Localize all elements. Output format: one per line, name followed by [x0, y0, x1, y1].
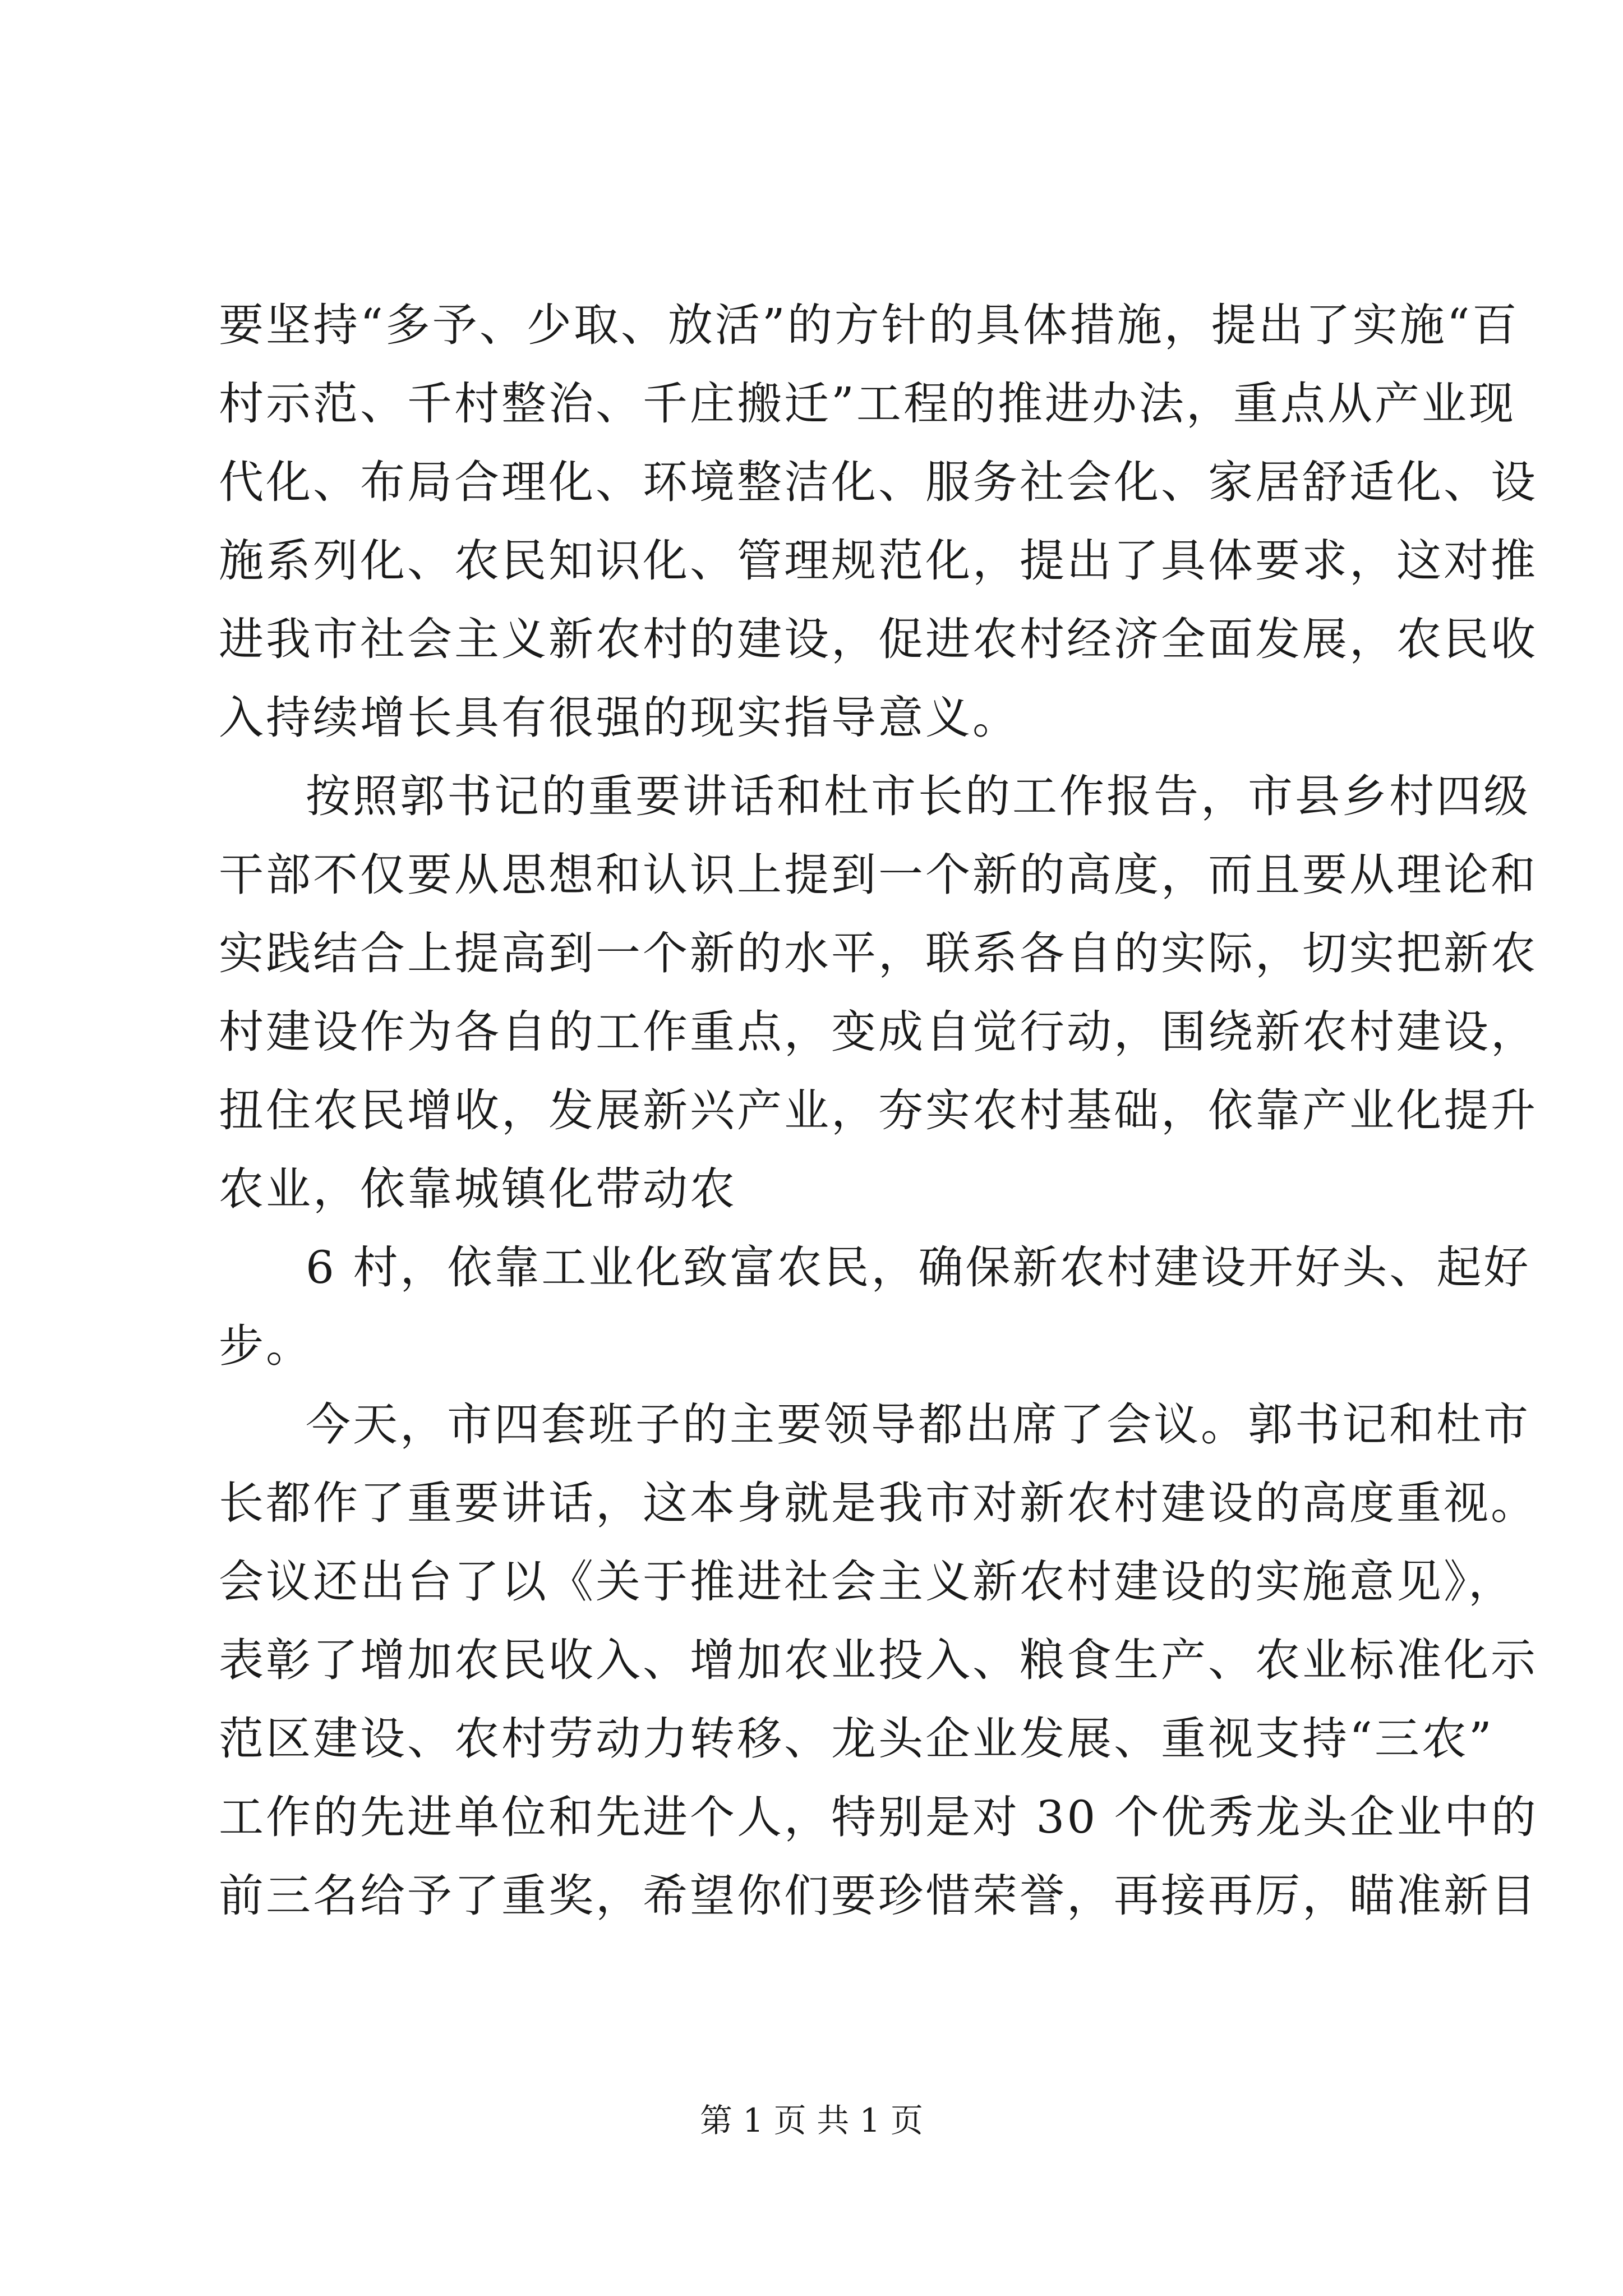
- text-line: 村建设作为各自的工作重点，变成自觉行动，围绕新农村建设，: [219, 1006, 1538, 1058]
- text-line: 农业，依靠城镇化带动农: [219, 1163, 737, 1215]
- text-line: 干部不仅要从思想和认识上提到一个新的高度，而且要从理论和: [219, 849, 1538, 901]
- text-line: 会议还出台了以《关于推进社会主义新农村建设的实施意见》，: [219, 1556, 1515, 1608]
- page-footer: 第 1 页 共 1 页: [700, 2101, 923, 2139]
- text-line: 前三名给予了重奖，希望你们要珍惜荣誉，再接再厉，瞄准新目: [219, 1870, 1538, 1922]
- text-line: 入持续增长具有很强的现实指导意义。: [219, 692, 1020, 744]
- text-line: 施系列化、农民知识化、管理规范化，提出了具体要求，这对推: [219, 535, 1538, 587]
- text-line: 扭住农民增收，发展新兴产业，夯实农村基础，依靠产业化提升: [219, 1084, 1538, 1137]
- text-line: 实践结合上提高到一个新的水平，联系各自的实际，切实把新农: [219, 927, 1538, 979]
- text-line: 表彰了增加农民收入、增加农业投入、粮食生产、农业标准化示: [219, 1634, 1538, 1686]
- text-line: 范区建设、农村劳动力转移、龙头企业发展、重视支持“三农”: [219, 1713, 1494, 1765]
- text-line: 步。: [219, 1320, 313, 1372]
- text-line: 村示范、千村整治、千庄搬迁”工程的推进办法，重点从产业现: [219, 378, 1516, 430]
- text-line: 代化、布局合理化、环境整洁化、服务社会化、家居舒适化、设: [219, 456, 1538, 508]
- text-line: 按照郭书记的重要讲话和杜市长的工作报告，市县乡村四级: [306, 770, 1530, 822]
- text-line: 长都作了重要讲话，这本身就是我市对新农村建设的高度重视。: [219, 1477, 1538, 1529]
- text-line: 进我市社会主义新农村的建设，促进农村经济全面发展，农民收: [219, 613, 1538, 665]
- text-line: 要坚持“多予、少取、放活”的方针的具体措施，提出了实施“百: [219, 299, 1519, 351]
- text-line: 今天，市四套班子的主要领导都出席了会议。郭书记和杜市: [306, 1398, 1530, 1451]
- text-line: 6 村，依靠工业化致富农民，确保新农村建设开好头、起好: [306, 1241, 1531, 1294]
- text-line: 工作的先进单位和先进个人，特别是对 30 个优秀龙头企业中的: [219, 1791, 1538, 1843]
